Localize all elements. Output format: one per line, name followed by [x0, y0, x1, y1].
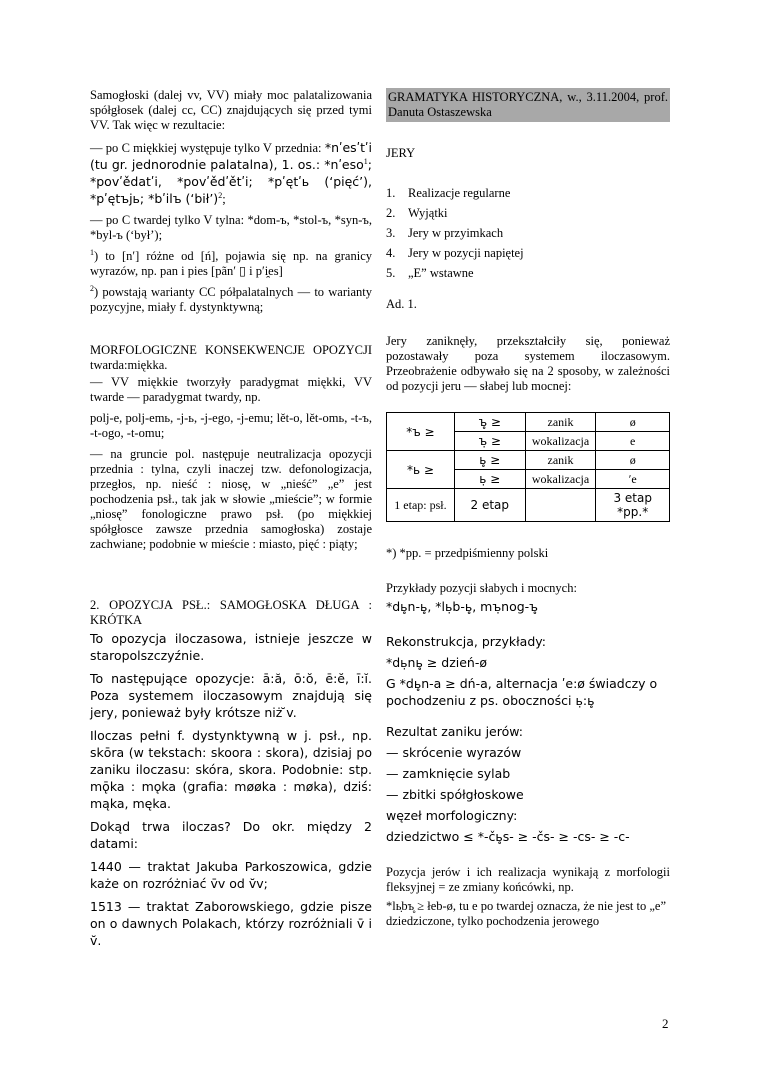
footnote-2: [90, 285, 372, 315]
paragraph-paradigm: — VV miękkie tworzyły paradygmat miękki, VV twarde — paradygmat twardy, np.: [90, 375, 372, 404]
footnote-2-text: ) powstają warianty CC półpalatalnych — to warianty pozycyjne, miały f. dystynktywną;: [90, 285, 372, 314]
table-footnote: *) *pp. = przedpiśmienny polski: [386, 546, 549, 560]
soft-consonant-end: ;: [222, 192, 226, 206]
paragraph-neutralization: — na gruncie pol. następuje neutralizacja opozycji przednia : tylna, czyli inaczej tzw. defonologizacja, przegłos, np. nieść : niosę, w „nieść” „e” jest pochodzenia psł., tak jak w słowie „mieście”; w formie „niosę” fonologiczne prawo psł. (po miękkiej spółgłosce zawsze przednia samogłoska) zostaje zachwiane; podobnie w mieście : miasto, pięć : piąty;: [90, 447, 372, 551]
footnote-2-marker: 2: [90, 283, 94, 293]
examples-heading: Przykłady pozycji słabych i mocnych:: [386, 581, 577, 595]
list-item: 1. Realizacje regularne: [386, 186, 511, 200]
reconstruction-example-1: *dь̣nь̥ ≥ dzień-ø: [386, 655, 488, 670]
table-cell: 3 etap *pp.*: [596, 489, 670, 522]
list-item: 5. „E” wstawne: [386, 266, 474, 280]
soft-consonant-examples: *nʹesʹtʹi (tu gr. jednorodnie palatalna), 1. os.: *nʹeso: [90, 140, 372, 172]
table-cell: e: [596, 432, 670, 451]
paragraph-morphology-position: Pozycja jerów i ich realizacja wynikają z morfologii fleksyjnej = ze zmiany końcówki, np.: [386, 865, 670, 894]
paragraph-quantity-duration: Dokąd trwa iloczas? Do okr. między 2 datami:: [90, 819, 372, 851]
soft-consonant-examples-cont: ; *povʹědatʹi, *povʹědʹětʹi; *pʹętʹь (‘pięć’), *pʹętъjь; *bʹilъ (‘bił’): [90, 157, 372, 206]
list-item: 3. Jery w przyimkach: [386, 226, 504, 240]
ad-1-label: Ad. 1.: [386, 297, 417, 311]
section-heading-morphology: MORFOLOGICZNE KONSEKWENCJE OPOZYCJI twarda:miękka.: [90, 343, 372, 372]
table-cell: ø: [596, 451, 670, 470]
right-column: [386, 88, 670, 935]
paragraph-treatise-1440: 1440 — traktat Jakuba Parkoszowica, gdzie każe on rozróżniać v̄v od v̆v;: [90, 859, 372, 891]
paragraph-quantity-intro: To opozycja iloczasowa, istnieje jeszcze w staropolszczyźnie.: [90, 631, 372, 663]
footnote-1-marker: 1: [90, 247, 94, 257]
paragraph-soft-consonant: [90, 139, 372, 207]
paragraph-leb-example: *lь̣bъ̥ ≥ łeb-ø, tu e po twardej oznacza, że nie jest to „e” dziedziczone, tylko pochodzenia jerowego: [386, 899, 667, 928]
paragraph-paradigm-examples: polj-e, polj-emь, -j-ь, -j-ego, -j-emu; lět-o, lět-omь, -t-ъ, -t-ogo, -t-omu;: [90, 411, 372, 440]
footnote-1-text: ) to [nʹ] różne od [ń], pojawia się np. na granicy wyrazów, np. pan i pies [pãnʹ ▯ i pʹi̯es]: [90, 249, 372, 278]
result-item: — skrócenie wyrazów: [386, 745, 522, 760]
paragraph-treatise-1513: 1513 — traktat Zaborowskiego, gdzie pisze on o dawnych Polakach, którzy rozróżniali v̄ i v̆.: [90, 899, 372, 948]
table-cell: zanik: [525, 413, 596, 432]
table-cell: ь̣ ≥: [454, 470, 525, 489]
paragraph-quantity-function: Iloczas pełni f. dystynktywną w j. psł., np. skōra (w tekstach: skoora : skora), dzisiaj po zaniku iloczasu: skóra, skora. Podobnie: stp. mǭka : mǫka (grafia: møøka : møka), dziś: mąka, męka.: [90, 728, 372, 811]
result-item: węzeł morfologiczny:: [386, 808, 518, 823]
topic-list: [386, 183, 670, 283]
reconstruction-heading: Rekonstrukcja, przykłady:: [386, 634, 546, 649]
page-number: 2: [662, 1016, 669, 1031]
footnote-1: [90, 249, 372, 279]
result-item: dziedzictwo ≤ *-čь̥s- ≥ -čs- ≥ -cs- ≥ -c-: [386, 829, 630, 844]
result-item: — zbitki spółgłoskowe: [386, 787, 524, 802]
paragraph-jery-disappearance: Jery zaniknęły, przekształciły się, ponieważ pozostawały poza systemem iloczasowym. Przeobrażenie odbywało się na 2 sposoby, w zależności od pozycji jeru — słabej lub mocnej:: [386, 334, 670, 393]
table-cell: 2 etap: [454, 489, 525, 522]
table-cell: wokalizacja: [525, 470, 596, 489]
document-title: GRAMATYKA HISTORYCZNA, w., 3.11.2004, prof. Danuta Ostaszewska: [386, 88, 670, 122]
paragraph-palatalization: Samogłoski (dalej vv, VV) miały moc palatalizowania spółgłosek (dalej cc, CC) znajdujących się przed tymi VV. Tak więc w rezultacie:: [90, 88, 372, 132]
paragraph-quantity-oppositions: To następujące opozycje: ā:ă, ō:ŏ, ē:ĕ, ī:ĭ. Poza systemem iloczasowym znajdują się jery, ponieważ były krótsze niż ̆v.: [90, 671, 372, 720]
section-title-jery: JERY: [386, 146, 416, 160]
table-cell: ʹe: [596, 470, 670, 489]
table-cell: ь̥ ≥: [454, 451, 525, 470]
reconstruction-example-2: G *dь̥n-a ≥ dń-a, alternacja ʹe:ø świadczy o pochodzeniu z ps. oboczności ь̣:ь̥: [386, 676, 658, 708]
list-item: 4. Jery w pozycji napiętej: [386, 246, 524, 260]
table-cell: ъ̣ ≥: [454, 432, 525, 451]
paragraph-hard-consonant: — po C twardej tylko V tylna: *dom-ъ, *stol-ъ, *syn-ъ, *byl-ъ (‘był’);: [90, 213, 372, 242]
section-heading-quantity: 2. OPOZYCJA PSŁ.: SAMOGŁOSKA DŁUGA : KRÓTKA: [90, 598, 372, 627]
table-cell-jer-hard: *ъ ≥: [387, 413, 455, 451]
list-item: 2. Wyjątki: [386, 206, 448, 220]
examples-forms: *dь̥n-ь̥, *lь̣b-ь̥, mъ̣nog-ъ̥: [386, 599, 539, 614]
table-cell: zanik: [525, 451, 596, 470]
table-cell: ø: [596, 413, 670, 432]
jery-realization-table: [386, 412, 670, 522]
footnote-ref-1: 1: [363, 156, 368, 166]
table-cell: ъ̥ ≥: [454, 413, 525, 432]
result-item: — zamknięcie sylab: [386, 766, 511, 781]
left-column: [90, 88, 372, 955]
footnote-ref-2: 2: [218, 190, 223, 200]
table-cell-jer-soft: *ь ≥: [387, 451, 455, 489]
result-heading: Rezultat zaniku jerów:: [386, 724, 523, 739]
table-cell: wokalizacja: [525, 432, 596, 451]
table-cell: 1 etap: psł.: [387, 489, 455, 522]
table-cell: [525, 489, 596, 522]
soft-consonant-lead: — po C miękkiej występuje tylko V przednia:: [90, 141, 325, 155]
